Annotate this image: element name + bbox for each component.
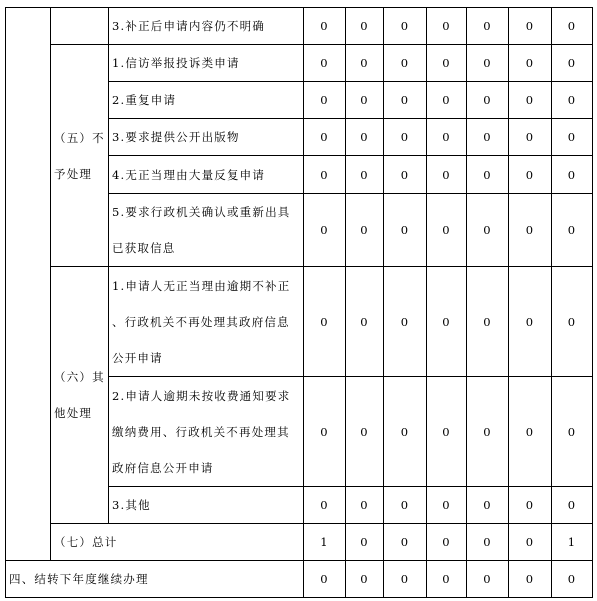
row-label — [109, 119, 304, 156]
value-cell: 0 — [304, 377, 346, 487]
value-cell: 0 — [304, 82, 346, 119]
value-cell: 0 — [467, 194, 509, 267]
value-cell: 0 — [509, 119, 552, 156]
value-cell: 0 — [467, 82, 509, 119]
row-label — [109, 82, 304, 119]
value-cell: 0 — [304, 267, 346, 377]
group-label-not-processed-line: 予处理 — [54, 166, 93, 181]
value-cell: 0 — [304, 487, 346, 524]
value-cell: 0 — [552, 194, 593, 267]
row-label — [109, 45, 304, 82]
value-cell: 0 — [427, 524, 467, 561]
value-cell: 0 — [346, 194, 384, 267]
value-cell: 0 — [509, 487, 552, 524]
carry-over-row — [6, 561, 593, 598]
row-label-line: 1.信访举报投诉类申请 — [112, 56, 240, 70]
value-cell: 0 — [427, 45, 467, 82]
row-label-line: 公开申请 — [112, 350, 163, 365]
value-cell: 0 — [384, 561, 427, 598]
value-cell: 0 — [427, 156, 467, 194]
row-label: 3.补正后申请内容仍不明确 — [109, 8, 304, 45]
row-label-line: 1.申请人无正当理由逾期不补正 — [112, 278, 291, 293]
value-cell: 0 — [467, 8, 509, 45]
value-cell: 0 — [509, 267, 552, 377]
value-cell: 0 — [384, 119, 427, 156]
value-cell: 0 — [427, 487, 467, 524]
value-cell: 0 — [304, 561, 346, 598]
value-cell: 0 — [467, 377, 509, 487]
group-label-other-processing — [51, 267, 109, 524]
value-cell: 0 — [346, 524, 384, 561]
row-label — [109, 156, 304, 194]
value-cell: 0 — [427, 267, 467, 377]
value-cell: 1 — [552, 524, 593, 561]
row-label-line: 2.重复申请 — [112, 93, 177, 107]
value-cell: 0 — [509, 156, 552, 194]
value-cell: 0 — [384, 524, 427, 561]
value-cell: 0 — [384, 267, 427, 377]
row-label-line: 缴纳费用、行政机关不再处理其 — [112, 424, 290, 439]
value-cell: 0 — [467, 119, 509, 156]
row-label — [109, 194, 304, 267]
value-cell: 0 — [427, 8, 467, 45]
value-cell: 0 — [427, 561, 467, 598]
value-cell: 0 — [346, 377, 384, 487]
row-label-line: 3.要求提供公开出版物 — [112, 130, 240, 144]
row-label-line: 3.其他 — [112, 498, 151, 512]
value-cell: 0 — [467, 524, 509, 561]
value-cell: 0 — [552, 561, 593, 598]
value-cell: 0 — [384, 377, 427, 487]
row-label-line: 政府信息公开申请 — [112, 460, 214, 475]
value-cell: 0 — [552, 119, 593, 156]
total-row — [6, 524, 593, 561]
value-cell: 0 — [467, 156, 509, 194]
value-cell: 0 — [467, 267, 509, 377]
value-cell: 0 — [384, 194, 427, 267]
value-cell: 0 — [509, 194, 552, 267]
value-cell: 0 — [552, 82, 593, 119]
value-cell: 0 — [509, 8, 552, 45]
row-label-line: 、行政机关不再处理其政府信息 — [112, 314, 290, 329]
value-cell: 0 — [552, 45, 593, 82]
row-label — [109, 487, 304, 524]
disclosure-statistics-table — [5, 7, 593, 598]
value-cell: 0 — [552, 8, 593, 45]
row-label-line: 4.无正当理由大量反复申请 — [112, 167, 266, 182]
value-cell: 0 — [346, 561, 384, 598]
value-cell: 0 — [304, 119, 346, 156]
left-margin-cell — [6, 8, 51, 561]
value-cell: 0 — [509, 377, 552, 487]
row-label — [109, 377, 304, 487]
row-label — [109, 267, 304, 377]
value-cell: 0 — [304, 8, 346, 45]
value-cell: 0 — [346, 45, 384, 82]
value-cell: 0 — [346, 119, 384, 156]
value-cell: 0 — [467, 561, 509, 598]
value-cell: 0 — [509, 45, 552, 82]
group-label-not-processed-line: （五）不 — [54, 130, 105, 145]
value-cell: 0 — [509, 561, 552, 598]
table-body — [6, 8, 593, 598]
row-label-line: 2.申请人逾期未按收费通知要求 — [112, 388, 291, 403]
value-cell: 0 — [304, 45, 346, 82]
table-row — [6, 8, 593, 45]
table-row — [6, 267, 593, 377]
group-cell-prev — [51, 8, 109, 45]
value-cell: 0 — [346, 156, 384, 194]
row-label-line: 已获取信息 — [112, 241, 176, 255]
value-cell: 0 — [427, 82, 467, 119]
value-cell: 0 — [346, 267, 384, 377]
value-cell: 0 — [384, 8, 427, 45]
value-cell: 0 — [384, 156, 427, 194]
value-cell: 0 — [427, 194, 467, 267]
value-cell: 0 — [304, 194, 346, 267]
value-cell: 0 — [304, 156, 346, 194]
value-cell: 1 — [304, 524, 346, 561]
group-label-not-processed — [51, 45, 109, 267]
value-cell: 0 — [552, 267, 593, 377]
value-cell: 0 — [427, 119, 467, 156]
value-cell: 0 — [552, 487, 593, 524]
value-cell: 0 — [346, 82, 384, 119]
value-cell: 0 — [384, 82, 427, 119]
value-cell: 0 — [467, 45, 509, 82]
total-label: （七）总计 — [51, 524, 304, 561]
value-cell: 0 — [384, 45, 427, 82]
value-cell: 0 — [509, 524, 552, 561]
value-cell: 0 — [346, 8, 384, 45]
carry-over-label: 四、结转下年度继续办理 — [6, 561, 304, 598]
value-cell: 0 — [384, 487, 427, 524]
value-cell: 0 — [427, 377, 467, 487]
value-cell: 0 — [552, 156, 593, 194]
value-cell: 0 — [467, 487, 509, 524]
value-cell: 0 — [346, 487, 384, 524]
group-label-other-processing-line: （六）其 — [54, 370, 105, 384]
group-label-other-processing-line: 他处理 — [54, 406, 93, 420]
row-label-line: 5.要求行政机关确认或重新出具 — [112, 205, 291, 219]
value-cell: 0 — [509, 82, 552, 119]
value-cell: 0 — [552, 377, 593, 487]
table-row — [6, 45, 593, 82]
